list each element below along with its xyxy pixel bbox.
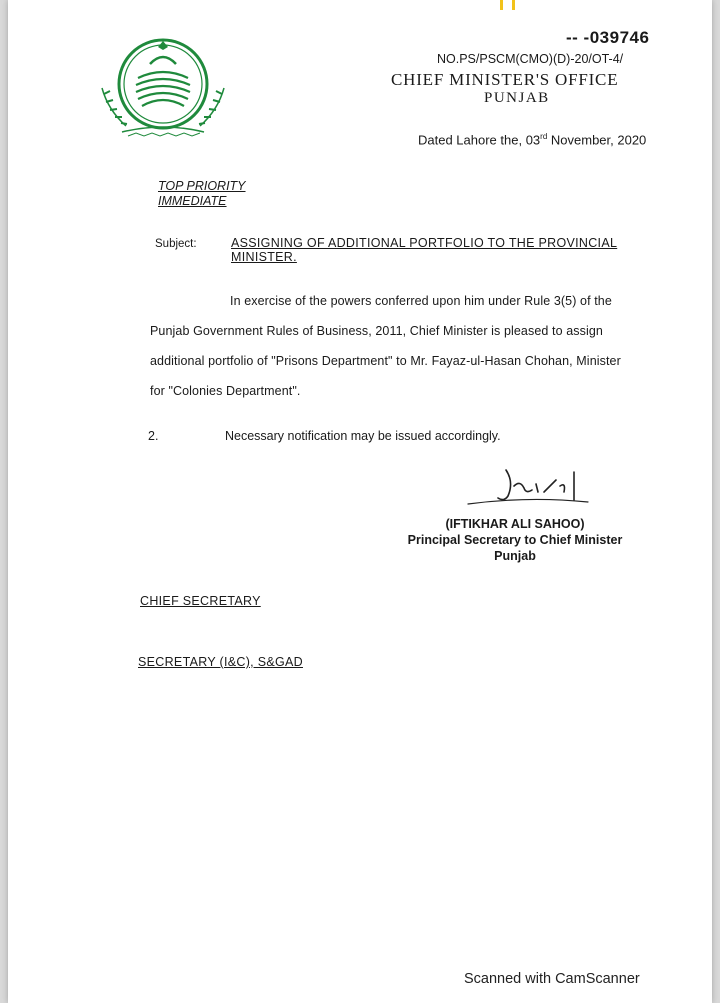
date-line: Dated Lahore the, 03rd November, 2020 <box>418 132 647 148</box>
signatory-name: (IFTIKHAR ALI SAHOO) <box>445 517 585 531</box>
distribution-recipient: SECRETARY (I&C), S&GAD <box>138 655 303 669</box>
paragraph-number: 2. <box>148 429 159 443</box>
reference-number: NO.PS/PSCM(CMO)(D)-20/OT-4/ <box>437 52 624 66</box>
scanner-watermark: Scanned with CamScanner <box>464 971 640 987</box>
signature-icon <box>448 462 598 514</box>
paragraph-line: Punjab Government Rules of Business, 2011, Chief Minister is pleased to assign <box>150 324 603 338</box>
priority-line: IMMEDIATE <box>158 194 227 208</box>
subject-label: Subject: <box>155 238 197 250</box>
highlight-marks <box>498 0 520 10</box>
paragraph-text: Necessary notification may be issued accordingly. <box>225 429 501 443</box>
serial-number: -- -039746 <box>566 28 650 47</box>
signatory-block <box>395 516 635 564</box>
priority-markings <box>158 179 246 209</box>
signatory-location: Punjab <box>494 549 536 563</box>
punjab-government-emblem-icon <box>100 36 230 140</box>
signatory-designation: Principal Secretary to Chief Minister <box>407 533 623 547</box>
subject-text: ASSIGNING OF ADDITIONAL PORTFOLIO TO THE PROVINCIAL MINISTER. <box>231 236 618 264</box>
paragraph-line: In exercise of the powers conferred upon him under Rule 3(5) of the <box>230 294 612 308</box>
paragraph-line: for "Colonies Department". <box>150 384 301 398</box>
document-page <box>8 0 712 1003</box>
priority-line: TOP PRIORITY <box>158 179 246 193</box>
distribution-recipient: CHIEF SECRETARY <box>140 594 261 608</box>
paragraph-line: additional portfolio of "Prisons Department" to Mr. Fayaz-ul-Hasan Chohan, Minister <box>150 354 621 368</box>
office-name: CHIEF MINISTER'S OFFICE <box>391 70 619 89</box>
province-name: PUNJAB <box>484 90 550 106</box>
